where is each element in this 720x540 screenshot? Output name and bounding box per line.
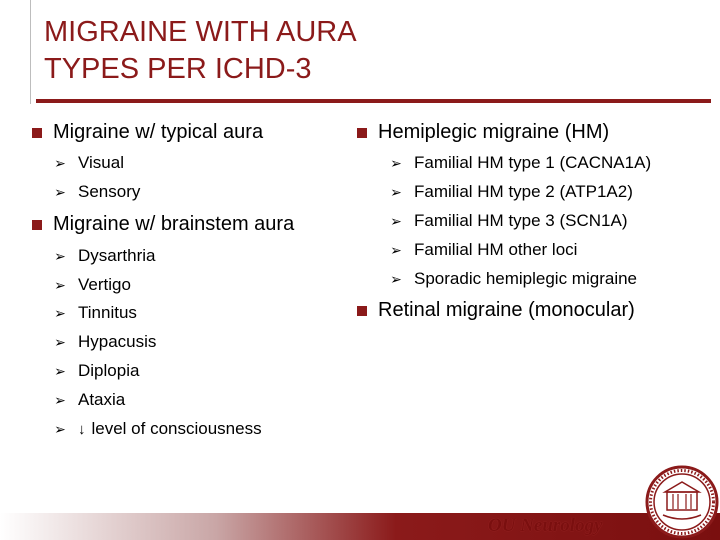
arrowhead-bullet-icon: ➢ — [54, 391, 66, 408]
square-bullet-icon — [357, 128, 367, 138]
bullet-typical-aura — [32, 121, 263, 144]
arrowhead-bullet-icon: ➢ — [390, 241, 402, 258]
sub-bullet-label: Visual — [78, 153, 124, 172]
arrowhead-bullet-icon: ➢ — [54, 333, 66, 350]
sub-bullet-label: Familial HM type 3 (SCN1A) — [414, 211, 628, 230]
sub-bullet-label: Dysarthria — [78, 246, 156, 265]
sub-bullet-label: Ataxia — [78, 390, 126, 409]
footer-label: OU Neurology — [488, 515, 603, 536]
sub-bullet-label: Sensory — [78, 182, 141, 201]
bullet-label: Migraine w/ brainstem aura — [53, 213, 295, 235]
sub-bullet — [390, 269, 637, 289]
arrowhead-bullet-icon: ➢ — [54, 247, 66, 264]
sub-bullet-label: Hypacusis — [78, 332, 157, 351]
title-line-2: TYPES PER ICHD-3 — [44, 53, 312, 85]
bullet-retinal — [357, 299, 635, 322]
down-arrow-icon: ↓ — [78, 420, 86, 438]
arrowhead-bullet-icon: ➢ — [54, 276, 66, 293]
title-line-1: MIGRAINE WITH AURA — [44, 16, 357, 48]
bullet-label: Hemiplegic migraine (HM) — [378, 121, 610, 143]
slide-title — [44, 14, 604, 88]
square-bullet-icon — [357, 306, 367, 316]
sub-bullet — [54, 182, 140, 202]
bullet-hemiplegic — [357, 121, 609, 144]
square-bullet-icon — [32, 220, 42, 230]
sub-bullet — [390, 240, 577, 260]
sub-bullet — [54, 332, 156, 352]
title-divider — [36, 99, 711, 103]
arrowhead-bullet-icon: ➢ — [54, 154, 66, 171]
sub-bullet — [54, 275, 131, 295]
sub-bullet — [390, 211, 628, 231]
bullet-label: Migraine w/ typical aura — [53, 121, 264, 143]
left-edge-line — [30, 0, 31, 104]
sub-bullet — [54, 361, 139, 381]
sub-bullet — [54, 419, 262, 439]
sub-bullet-label: Sporadic hemiplegic migraine — [414, 269, 638, 288]
arrowhead-bullet-icon: ➢ — [54, 304, 66, 321]
sub-bullet — [54, 153, 124, 173]
sub-bullet-label: level of consciousness — [91, 419, 262, 438]
university-seal-icon — [645, 465, 719, 539]
sub-bullet-label: Familial HM type 1 (CACNA1A) — [414, 153, 652, 172]
footer-band — [0, 513, 720, 540]
arrowhead-bullet-icon: ➢ — [390, 154, 402, 171]
sub-bullet-label: Vertigo — [78, 275, 131, 294]
arrowhead-bullet-icon: ➢ — [390, 183, 402, 200]
sub-bullet-label: Familial HM type 2 (ATP1A2) — [414, 182, 633, 201]
arrowhead-bullet-icon: ➢ — [54, 362, 66, 379]
square-bullet-icon — [32, 128, 42, 138]
sub-bullet — [390, 182, 633, 202]
sub-bullet — [390, 153, 651, 173]
arrowhead-bullet-icon: ➢ — [390, 270, 402, 287]
bullet-label: Retinal migraine (monocular) — [378, 299, 635, 321]
sub-bullet — [54, 246, 155, 266]
bullet-brainstem-aura — [32, 213, 294, 236]
arrowhead-bullet-icon: ➢ — [54, 420, 66, 437]
sub-bullet — [54, 390, 125, 410]
sub-bullet-label: Familial HM other loci — [414, 240, 578, 259]
sub-bullet-label: Tinnitus — [78, 303, 137, 322]
arrowhead-bullet-icon: ➢ — [390, 212, 402, 229]
arrowhead-bullet-icon: ➢ — [54, 183, 66, 200]
sub-bullet — [54, 303, 137, 323]
sub-bullet-label: Diplopia — [78, 361, 140, 380]
